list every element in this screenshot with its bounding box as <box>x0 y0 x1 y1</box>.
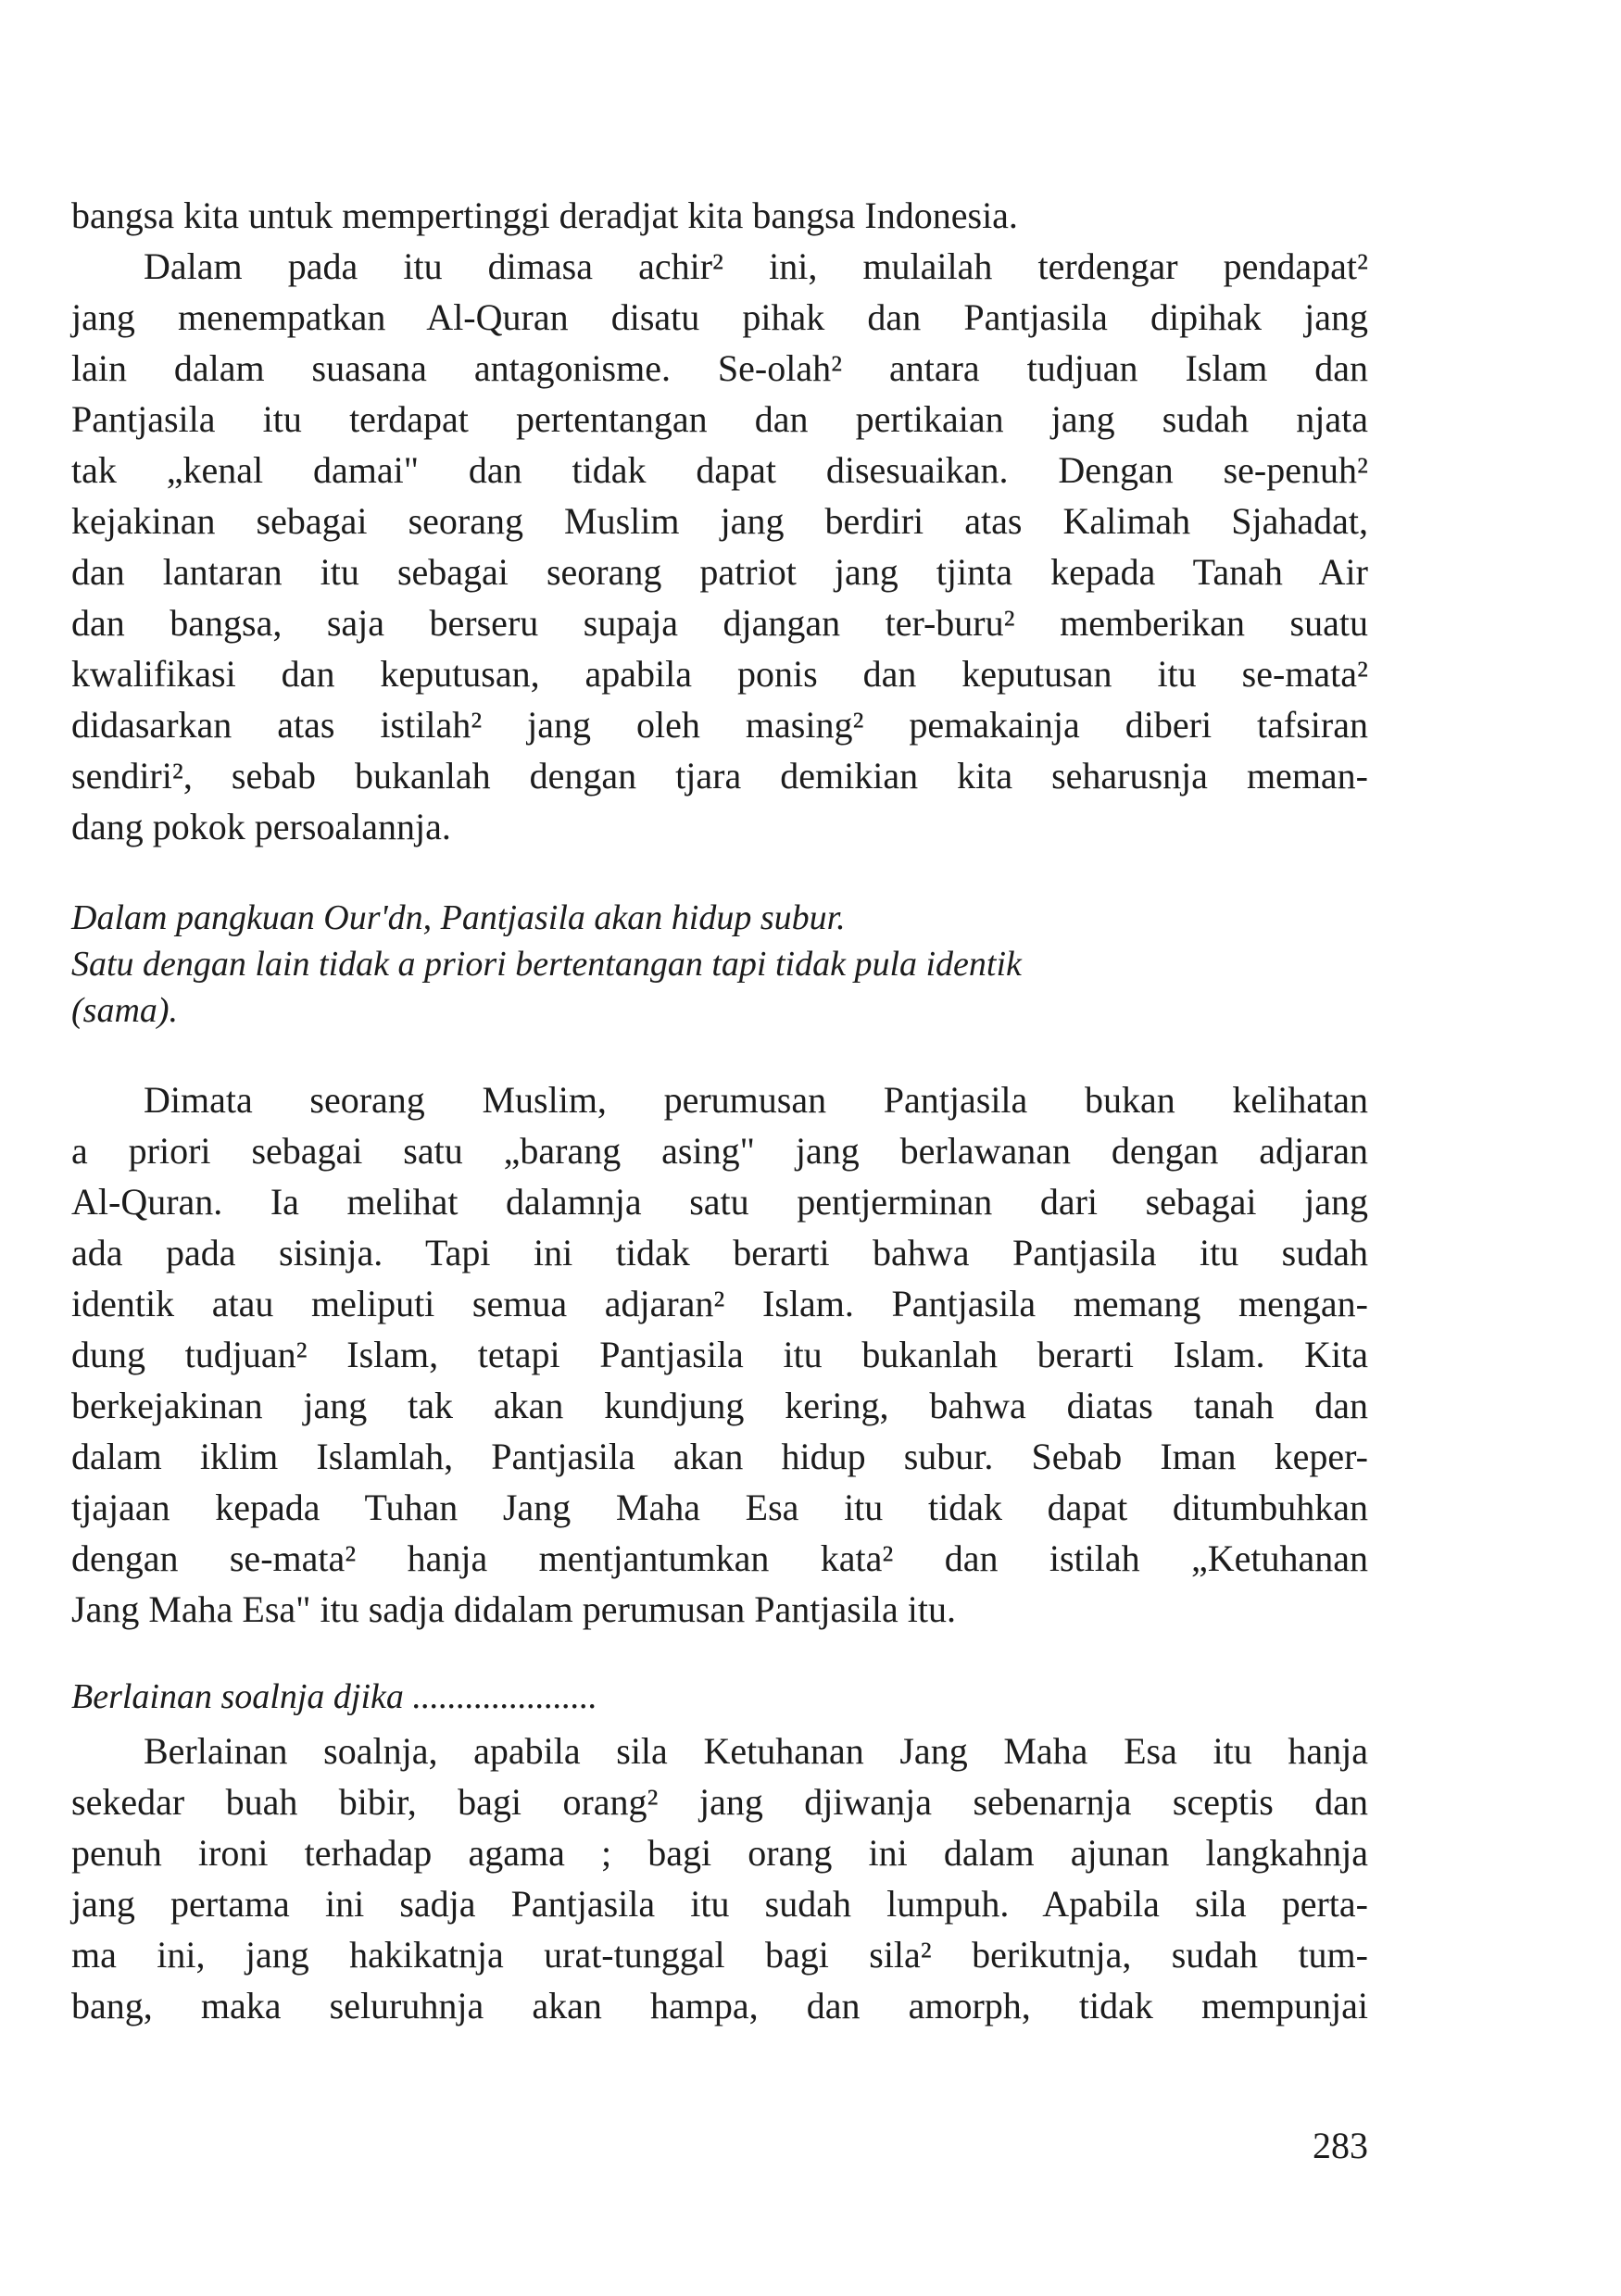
paragraph-3 <box>71 1074 1368 1635</box>
text-line: a priori sebagai satu „barang asing" jang berlawanan dengan adjaran <box>71 1130 1368 1172</box>
text-line: Dalam pada itu dimasa achir² ini, mulailah terdengar pendapat² <box>144 245 1368 287</box>
heading-line: (sama). <box>71 991 179 1030</box>
text-line: dengan se-mata² hanja mentjantumkan kata² dan istilah „Ketuhanan <box>71 1537 1368 1579</box>
text-line: jang menempatkan Al-Quran disatu pihak dan Pantjasila dipihak jang <box>71 296 1368 338</box>
heading-line: Dalam pangkuan Our'dn, Pantjasila akan hidup subur. <box>71 898 846 937</box>
heading-line: Berlainan soalnja djika ..................... <box>71 1677 597 1716</box>
text-line: sekedar buah bibir, bagi orang² jang djiwanja sebenarnja sceptis dan <box>71 1781 1368 1823</box>
text-line: tak „kenal damai" dan tidak dapat disesuaikan. Dengan se-penuh² <box>71 449 1368 491</box>
heading-line: Satu dengan lain tidak a priori bertentangan tapi tidak pula identik <box>71 945 1022 984</box>
text-line: Berlainan soalnja, apabila sila Ketuhanan Jang Maha Esa itu hanja <box>144 1730 1368 1772</box>
text-line: bangsa kita untuk mempertinggi deradjat kita bangsa Indonesia. <box>71 194 1018 236</box>
text-line: ma ini, jang hakikatnja urat-tunggal bagi sila² berikutnja, sudah tum- <box>71 1934 1368 1976</box>
text-line: didasarkan atas istilah² jang oleh masing² pemakainja diberi tafsiran <box>71 704 1368 746</box>
text-line: Pantjasila itu terdapat pertentangan dan pertikaian jang sudah njata <box>71 398 1368 440</box>
page-body <box>71 190 1368 2031</box>
text-line: lain dalam suasana antagonisme. Se-olah² antara tudjuan Islam dan <box>71 347 1368 389</box>
text-line: kejakinan sebagai seorang Muslim jang berdiri atas Kalimah Sjahadat, <box>71 500 1368 542</box>
text-line: dalam iklim Islamlah, Pantjasila akan hidup subur. Sebab Iman keper- <box>71 1436 1368 1477</box>
page-number: 283 <box>1313 2125 1368 2166</box>
text-line: penuh ironi terhadap agama ; bagi orang ini dalam ajunan langkahnja <box>71 1832 1368 1874</box>
section-heading-2 <box>71 1674 1368 1720</box>
text-line: identik atau meliputi semua adjaran² Islam. Pantjasila memang mengan- <box>71 1283 1368 1324</box>
paragraph-1 <box>71 190 1368 241</box>
text-line: dan lantaran itu sebagai seorang patriot jang tjinta kepada Tanah Air <box>71 551 1368 593</box>
text-line: bang, maka seluruhnja akan hampa, dan amorph, tidak mempunjai <box>71 1985 1368 2026</box>
text-line: tjajaan kepada Tuhan Jang Maha Esa itu tidak dapat ditumbuhkan <box>71 1487 1368 1528</box>
text-line: Al-Quran. Ia melihat dalamnja satu pentjerminan dari sebagai jang <box>71 1181 1368 1223</box>
text-line: dan bangsa, saja berseru supaja djangan ter-buru² memberikan suatu <box>71 602 1368 644</box>
text-line: dang pokok persoalannja. <box>71 806 451 847</box>
text-line: Jang Maha Esa" itu sadja didalam perumusan Pantjasila itu. <box>71 1588 956 1630</box>
text-line: dung tudjuan² Islam, tetapi Pantjasila itu bukanlah berarti Islam. Kita <box>71 1334 1368 1375</box>
text-line: kwalifikasi dan keputusan, apabila ponis dan keputusan itu se-mata² <box>71 653 1368 695</box>
text-line: jang pertama ini sadja Pantjasila itu sudah lumpuh. Apabila sila perta- <box>71 1883 1368 1925</box>
paragraph-4 <box>71 1725 1368 2031</box>
paragraph-2 <box>71 241 1368 852</box>
text-line: Dimata seorang Muslim, perumusan Pantjasila bukan kelihatan <box>144 1079 1368 1121</box>
text-line: sendiri², sebab bukanlah dengan tjara demikian kita seharusnja meman- <box>71 755 1368 797</box>
section-heading-1 <box>71 895 1368 1034</box>
text-line: ada pada sisinja. Tapi ini tidak berarti bahwa Pantjasila itu sudah <box>71 1232 1368 1273</box>
text-line: berkejakinan jang tak akan kundjung kering, bahwa diatas tanah dan <box>71 1385 1368 1426</box>
